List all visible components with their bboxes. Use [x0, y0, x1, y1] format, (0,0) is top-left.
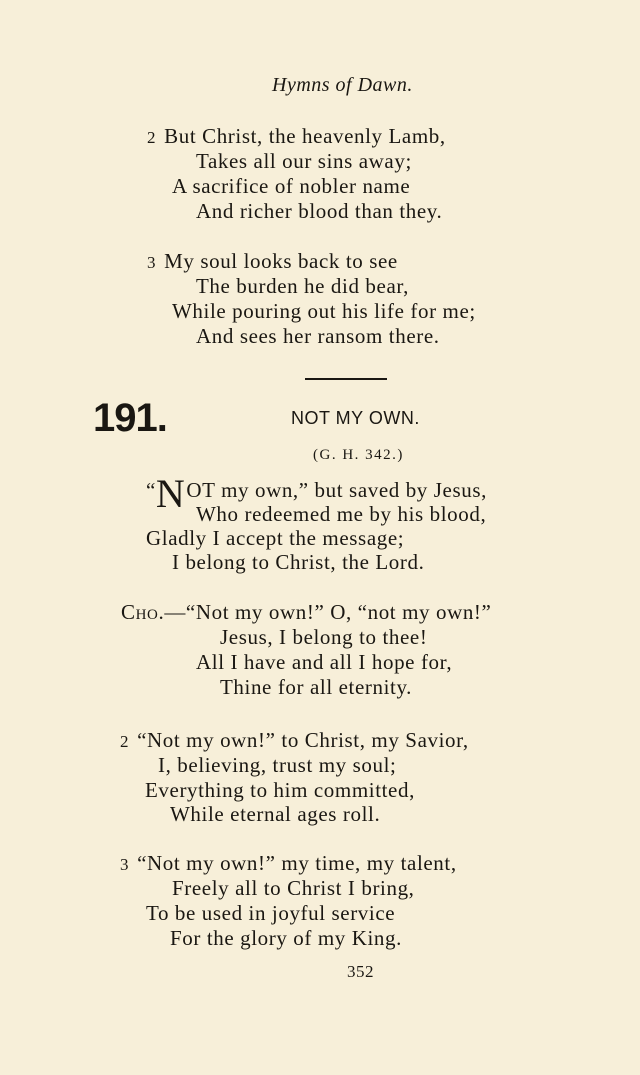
- section-divider: [305, 378, 387, 380]
- prev-verse3-line4: And sees her ransom there.: [196, 324, 440, 348]
- verse1-line2: Who redeemed me by his blood,: [196, 502, 487, 526]
- drop-cap: N: [155, 471, 186, 516]
- verse2-line2: I, believing, trust my soul;: [158, 753, 397, 777]
- hymn-title: NOT MY OWN.: [291, 408, 420, 428]
- verse3-line4: For the glory of my King.: [170, 926, 402, 950]
- page-number: 352: [347, 962, 374, 981]
- verse-number: 3: [120, 855, 130, 874]
- verse2-line4: While eternal ages roll.: [170, 802, 381, 826]
- prev-verse2-line4: And richer blood than they.: [196, 199, 443, 223]
- prev-verse2-line2: Takes all our sins away;: [196, 149, 412, 173]
- verse-number: 2: [120, 732, 130, 751]
- verse-number: 3: [147, 253, 157, 272]
- chorus-line3: All I have and all I hope for,: [196, 650, 453, 674]
- verse3-line1: 3 “Not my own!” my time, my talent,: [120, 851, 457, 875]
- open-quote: “: [146, 478, 156, 502]
- prev-verse3-line1: 3 My soul looks back to see: [147, 249, 398, 273]
- verse2-line1: 2 “Not my own!” to Christ, my Savior,: [120, 728, 469, 752]
- prev-verse2-line3: A sacrifice of nobler name: [172, 174, 411, 198]
- hymn-number: 191.: [93, 396, 167, 440]
- chorus-line4: Thine for all eternity.: [220, 675, 413, 699]
- chorus-line2: Jesus, I belong to thee!: [220, 625, 428, 649]
- verse1-line3: Gladly I accept the message;: [146, 526, 405, 550]
- verse3-line3: To be used in joyful service: [146, 901, 396, 925]
- prev-verse3-line3: While pouring out his life for me;: [172, 299, 476, 323]
- verse2-line3: Everything to him committed,: [145, 778, 415, 802]
- verse1-line1: “NOT my own,” but saved by Jesus,: [146, 471, 487, 516]
- prev-verse2-line1: 2 But Christ, the heavenly Lamb,: [147, 124, 446, 148]
- verse-number: 2: [147, 128, 157, 147]
- chorus-line1: Cho.—“Not my own!” O, “not my own!”: [121, 600, 492, 624]
- verse3-line2: Freely all to Christ I bring,: [172, 876, 415, 900]
- chorus-label: Cho.: [121, 600, 165, 624]
- prev-verse3-line2: The burden he did bear,: [196, 274, 409, 298]
- running-header: Hymns of Dawn.: [272, 74, 413, 96]
- tune-reference: (G. H. 342.): [313, 447, 404, 463]
- verse1-line4: I belong to Christ, the Lord.: [172, 550, 425, 574]
